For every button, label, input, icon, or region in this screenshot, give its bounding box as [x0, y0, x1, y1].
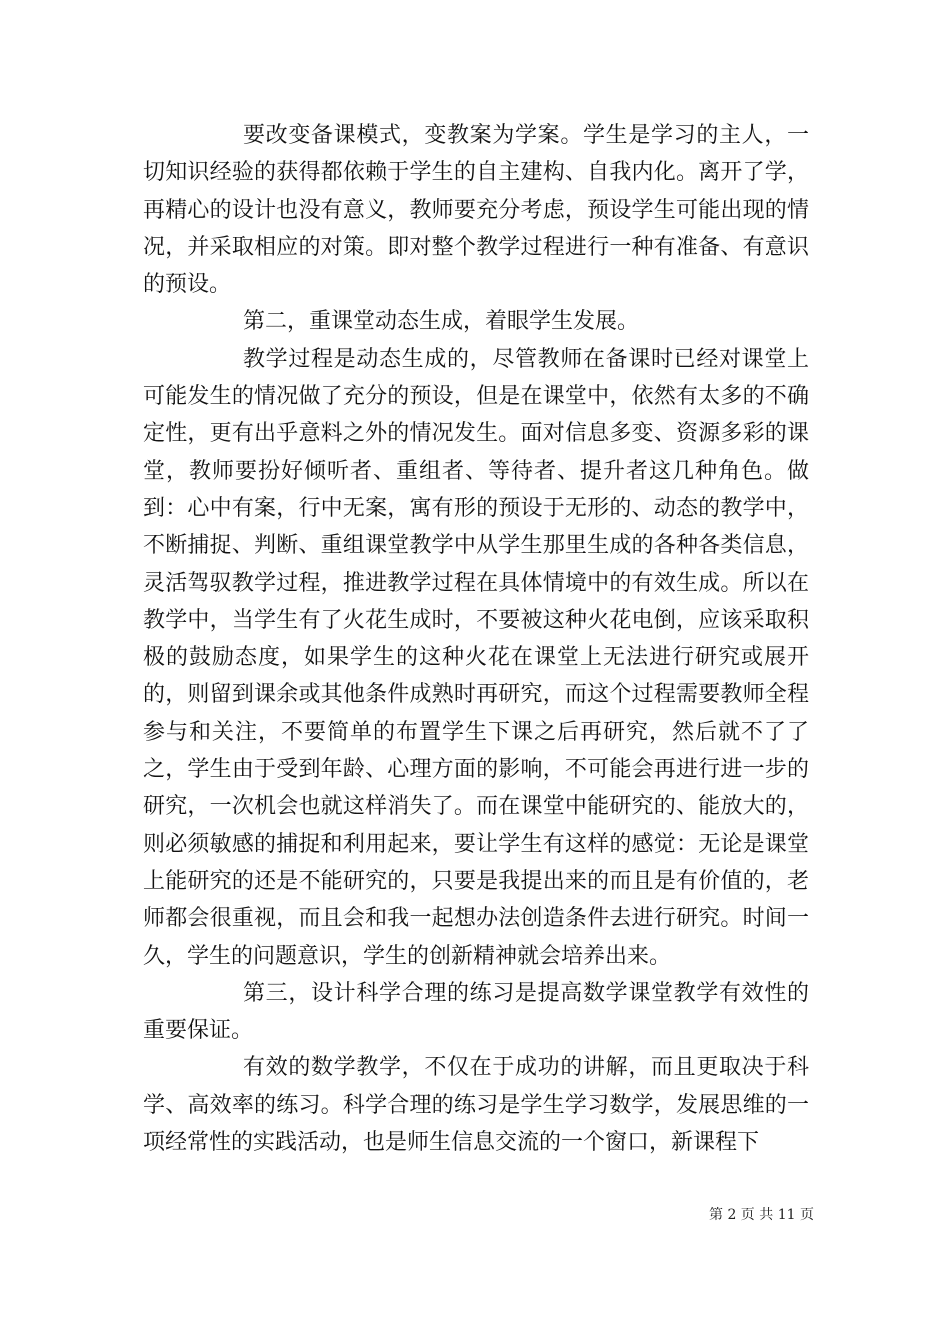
document-body — [143, 117, 809, 1161]
heading-point-three: 第三，设计科学合理的练习是提高数学课堂教学有效性的重要保证。 — [143, 980, 809, 1044]
paragraph-2: 教学过程是动态生成的，尽管教师在备课时已经对课堂上可能发生的情况做了充分的预设，但是在课堂中，依然有太多的不确定性，更有出乎意料之外的情况发生。面对信息多变、资源多彩的课堂，教师要扮好倾听者、重组者、等待者、提升者这几种角色。做到：心中有案，行中无案，寓有形的预设于无形的、动态的教学中，不断捕捉、判断、重组课堂教学中从学生那里生成的各种各类信息，灵活驾驭教学过程，推进教学过程在具体情境中的有效生成。所以在教学中，当学生有了火花生成时，不要被这种火花电倒，应该采取积极的鼓励态度，如果学生的这种火花在课堂上无法进行研究或展开的，则留到课余或其他条件成熟时再研究，而这个过程需要教师全程参与和关注，不要简单的布置学生下课之后再研究，然后就不了了之，学生由于受到年龄、心理方面的影响，不可能会再进行进一步的研究，一次机会也就这样消失了。而在课堂中能研究的、能放大的，则必须敏感的捕捉和利用起来，要让学生有这样的感觉：无论是课堂上能研究的还是不能研究的，只要是我提出来的而且是有价值的，老师都会很重视，而且会和我一起想办法创造条件去进行研究。时间一久，学生的问题意识，学生的创新精神就会培养出来。 — [143, 346, 809, 969]
page-number-footer: 第 2 页 共 11 页 — [709, 1207, 814, 1223]
paragraph-3: 有效的数学教学，不仅在于成功的讲解，而且更取决于科学、高效率的练习。科学合理的练习是学生学习数学，发展思维的一项经常性的实践活动，也是师生信息交流的一个窗口，新课程下 — [143, 1055, 809, 1156]
heading-point-two: 第二，重课堂动态生成，着眼学生发展。 — [243, 309, 640, 335]
paragraph-1: 要改变备课模式，变教案为学案。学生是学习的主人，一切知识经验的获得都依赖于学生的自主建构、自我内化。离开了学，再精心的设计也没有意义，教师要充分考虑，预设学生可能出现的情况，并采取相应的对策。即对整个教学过程进行一种有准备、有意识的预设。 — [143, 123, 809, 298]
